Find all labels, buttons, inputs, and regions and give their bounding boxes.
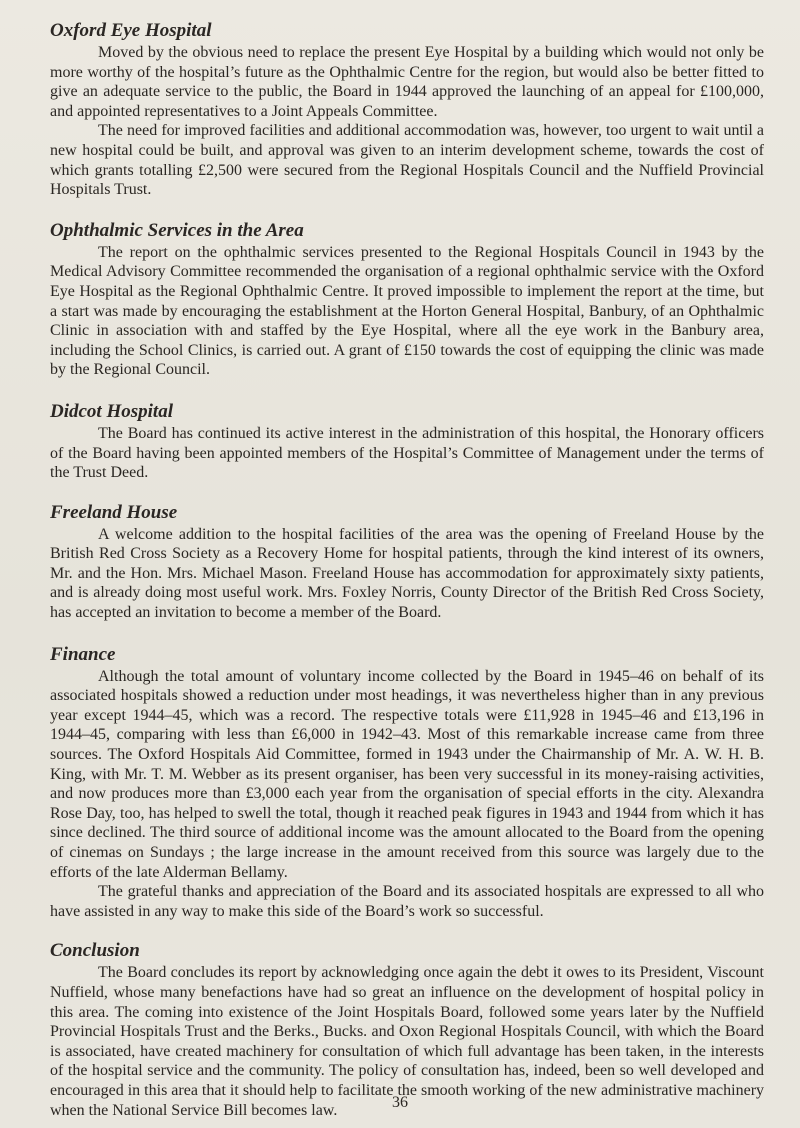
section-heading: Ophthalmic Services in the Area — [50, 219, 304, 241]
paragraph: Although the total amount of voluntary income collected by the Board in 1945–46 on behalf of its associated hospitals showed a reduction under most headings, it was nevertheless higher than in any previous year except 1944–45, which was a record. The respective totals were £11,928 in 1945–46 and £13,196 in 1944–45, comparing with less than £6,000 in 1942–43. Most of this remarkable increase came from three sources. The Oxford Hospitals Aid Committee, formed in 1943 under the Chairmanship of Mr. A. W. H. B. King, with Mr. T. M. Webber as its present organiser, has been very successful in its money-raising activities, and now produces more than £3,000 each year from the organisation of special efforts in the city. Alexandra Rose Day, too, has helped to swell the total, though it reached peak figures in 1943 and 1944 from which it has since declined. The third source of additional income was the amount allocated to the Board from the opening of cinemas on Sundays ; the large increase in the amount received from this source was largely due to the efforts of the late Alderman Bellamy. — [50, 667, 764, 881]
section-heading: Freeland House — [50, 501, 178, 523]
section-freeland-house — [50, 502, 764, 623]
section-finance — [50, 644, 764, 922]
section-ophthalmic-services — [50, 220, 764, 380]
section-oxford-eye-hospital — [50, 20, 764, 200]
paragraph: The need for improved facilities and additional accommodation was, however, too urgent to wait until a new hospital could be built, and approval was given to an interim development scheme, towards the cost of which grants totalling £2,500 were secured from the Regional Hospitals Council and the Nuffield Provincial Hospitals Trust. — [50, 122, 764, 199]
page-number: 36 — [392, 1094, 408, 1111]
section-heading: Finance — [50, 643, 116, 665]
paragraph: Moved by the obvious need to replace the present Eye Hospital by a building which would not only be more worthy of the hospital’s future as the Ophthalmic Centre for the region, but would also be better fitted to give an adequate service to the public, the Board in 1944 approved the launching of an appeal for £100,000, and appointed representatives to a Joint Appeals Committee. — [50, 44, 764, 120]
section-spacer — [50, 623, 764, 644]
paragraph: The grateful thanks and appreciation of the Board and its associated hospitals are expressed to all who have assisted in any way to make this side of the Board’s work so successful. — [50, 883, 764, 920]
section-spacer — [50, 483, 764, 502]
section-heading: Didcot Hospital — [50, 400, 173, 422]
section-didcot-hospital — [50, 401, 764, 483]
section-heading: Conclusion — [50, 940, 140, 962]
section-spacer — [50, 380, 764, 401]
paragraph: A welcome addition to the hospital facilities of the area was the opening of Freeland House by the British Red Cross Society as a Recovery Home for hospital patients, through the kind interest of its owners, Mr. and the Hon. Mrs. Michael Mason. Freeland House has accommodation for approximately sixty patients, and is already doing most useful work. Mrs. Foxley Norris, County Director of the British Red Cross Society, has accepted an invitation to become a member of the Board. — [50, 525, 764, 622]
paragraph: The report on the ophthalmic services presented to the Regional Hospitals Council in 1943 by the Medical Advisory Committee recommended the organisation of a regional ophthalmic service with the Oxford Eye Hospital as the Regional Ophthalmic Centre. It proved impossible to implement the report at the time, but a start was made by encouraging the establishment at the Horton General Hospital, Banbury, of an Ophthalmic Clinic in association with and staffed by the Eye Hospital, where all the eye work in the Banbury area, including the School Clinics, is carried out. A grant of £150 towards the cost of equipping the clinic was made by the Regional Council. — [50, 243, 764, 379]
section-heading: Oxford Eye Hospital — [50, 20, 212, 41]
paragraph: The Board concludes its report by acknowledging once again the debt it owes to its President, Viscount Nuffield, whose many benefactions have had so great an influence on the development of hospital policy in this area. The coming into existence of the Joint Hospitals Board, followed some years later by the Nuffield Provincial Hospitals Trust and the Berks., Bucks. and Oxon Regional Hospitals Council, with which the Board is associated, have created machinery for consultation of which full advantage has been taken, in the interests of the hospital service and the community. The policy of consultation has, indeed, been so well developed and encouraged in this area that it should help to facilitate the smooth working of the new administrative machinery when the National Service Bill becomes law. — [50, 964, 765, 1119]
section-spacer — [50, 921, 764, 940]
paragraph: The Board has continued its active interest in the administration of this hospital, the Honorary officers of the Board having been appointed members of the Hospital’s Committee of Management under the terms of the Trust Deed. — [50, 424, 764, 482]
section-spacer — [50, 200, 764, 220]
